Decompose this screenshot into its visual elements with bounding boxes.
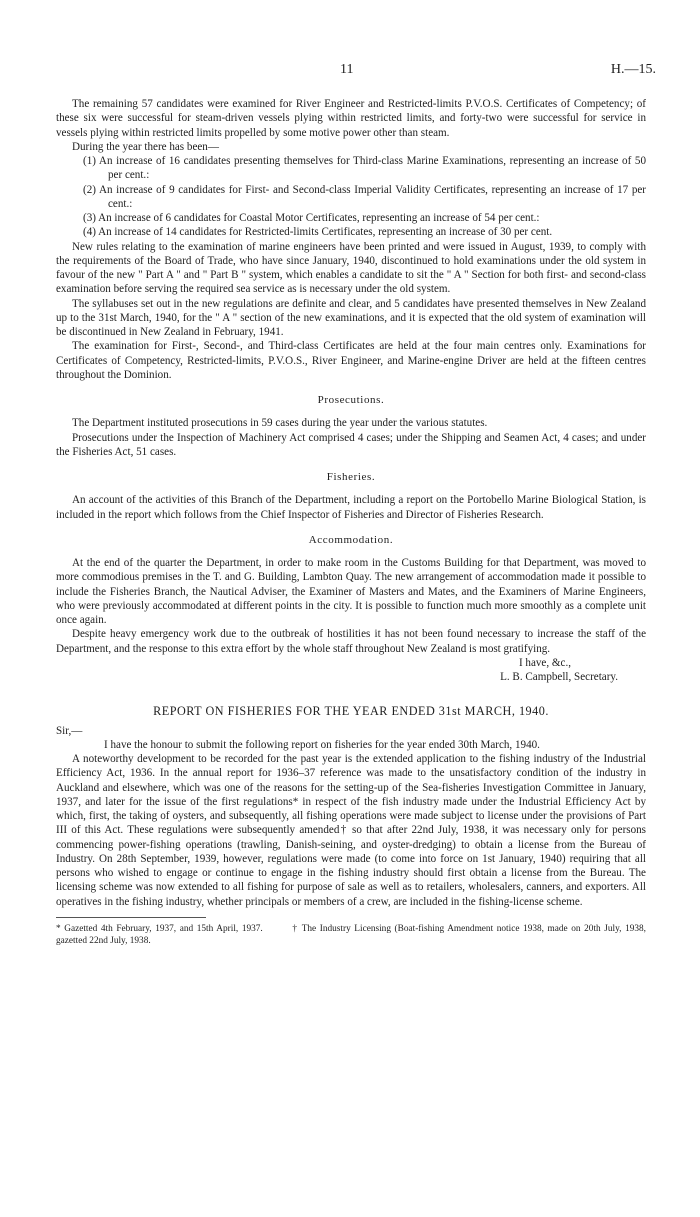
paragraph: New rules relating to the examination of marine engineers have been printed and were issued in August, 1939, to comply with the requirements of the Board of Trade, who have since January, 1940, discontinued to hold examinations under the old system in favour of the new " Part A " and " Part B " system, which enables a candidate to sit the " A " Section for both first- and second-class examination before serving the required sea service as is necessary under the old system.: [56, 240, 646, 296]
salutation: Sir,—: [56, 724, 83, 737]
page-number: 11: [340, 62, 354, 77]
paragraph: The syllabuses set out in the new regulations are definite and clear, and 5 candidates have presented themselves in New Zealand up to the 31st March, 1940, for the " A " section of the new examinations, and it is expected that the old system of examination will be discontinued in New Zealand in February, 1941.: [56, 297, 646, 338]
list-item: (3) An increase of 6 candidates for Coastal Motor Certificates, representing an increase of 54 per cent.:: [83, 212, 540, 224]
footnote-2: † The Industry Licensing (Boat-fishing Amendment notice 1938, made on 20th July, 1938, gazetted 22nd July, 1938.: [56, 923, 646, 946]
paragraph: A noteworthy development to be recorded for the past year is the extended application to the fishing industry of the Industrial Efficiency Act, 1936. In the annual report for 1936–37 reference was made to the unsatisfactory condition of the industry in Auckland and elsewhere, which was one of the reasons for the setting-up of the Sea-fisheries Investigation Committee in January, 1937, and later for the issue of the first regulations* in respect of the fish industry made under the Industrial Efficiency Act by which, first, the taking of oysters, and subsequently, all fishing operations were made subject to license under the provisions of Part III of this Act. These regulations were subsequently amended† so that after 22nd July, 1938, it was necessary only for persons commencing power-fishing operations (trawling, Danish-seining, and oyster-dredging) to obtain a license from the Bureau of Industry. On 28th September, 1939, however, regulations were made (to come into force on 1st January, 1940) requiring that all persons who wished to engage or continue to engage in the fishing industry should first obtain a license from the Bureau. The licensing scheme was now extended to all fishing for purpose of sale as well as to retailers, wholesalers, canners, and exporters. All operatives in the fishing industry, whether principals or members of a crew, are included in the fishing-license scheme.: [56, 753, 646, 908]
paragraph: The Department instituted prosecutions in 59 cases during the year under the various statutes.: [72, 417, 488, 430]
signature-closing: I have, &c.,: [518, 656, 571, 669]
paragraph: At the end of the quarter the Department, in order to make room in the Customs Building for that Department, was moved to more commodious premises in the T. and G. Building, Lambton Quay. The new arrangement of accommodation made it possible to include the Fisheries Branch, the Nautical Adviser, the Examiner of Masters and Mates, and the Examiners of Marine Engineers, who were previously accommodated at different points in the city. It is possible to function much more smoothly as a complete unit once again.: [56, 557, 646, 626]
list-item: (4) An increase of 14 candidates for Restricted-limits Certificates, representing an increase of 30 per cent.: [83, 226, 553, 239]
signature-name: L. B. Campbell, Secretary.: [500, 671, 618, 683]
page-header: [0, 62, 700, 82]
footnote-1: * Gazetted 4th February, 1937, and 15th April, 1937.: [56, 923, 263, 934]
footnote-divider: [56, 917, 206, 918]
paragraph: Prosecutions under the Inspection of Machinery Act comprised 4 cases; under the Shipping and Seamen Act, 4 cases; and under the Fisheries Act, 51 cases.: [56, 431, 646, 458]
document-reference: H.—15.: [610, 62, 656, 77]
paragraph: Despite heavy emergency work due to the outbreak of hostilities it has not been found necessary to increase the staff of the Department, and the response to this extra effort by the whole staff throughout New Zealand is most gratifying.: [56, 628, 646, 655]
paragraph: An account of the activities of this Branch of the Department, including a report on the Portobello Marine Biological Station, is included in the report which follows from the Chief Inspector of Fisheries and Director of Fisheries Research.: [56, 494, 646, 521]
paragraph: During the year there has been—: [72, 140, 219, 153]
paragraph: I have the honour to submit the following report on fisheries for the year ended 30th March, 1940.: [104, 738, 540, 751]
list-item: (1) An increase of 16 candidates presenting themselves for Third-class Marine Examinations, representing an increase of 50 per cent.:: [83, 155, 646, 182]
section-heading-fisheries: Fisheries.: [326, 471, 376, 483]
paragraph: The examination for First-, Second-, and Third-class Certificates are held at the four main centres only. Examinations for Certificates of Competency, Restricted-limits, P.V.O.S., River Engineer, and Marine-engine Driver are held at the fifteen centres throughout the Dominion.: [56, 340, 646, 381]
section-heading-prosecutions: Prosecutions.: [317, 394, 385, 406]
section-heading-accommodation: Accommodation.: [308, 533, 394, 546]
paragraph: The remaining 57 candidates were examined for River Engineer and Restricted-limits P.V.O.S. Certificates of Competency; of these six were successful for steam-driven vessels plying within restricted limits, and forty-two were successful for service in vessels plying within restricted limits propelled by some motive power other than steam.: [56, 98, 646, 139]
page-body: [56, 97, 646, 947]
footnotes: [56, 923, 646, 947]
list-item: (2) An increase of 9 candidates for First- and Second-class Imperial Validity Certificates, representing an increase of 17 per cent.:: [83, 183, 646, 210]
report-title: REPORT ON FISHERIES FOR THE YEAR ENDED 31st MARCH, 1940.: [153, 704, 549, 719]
